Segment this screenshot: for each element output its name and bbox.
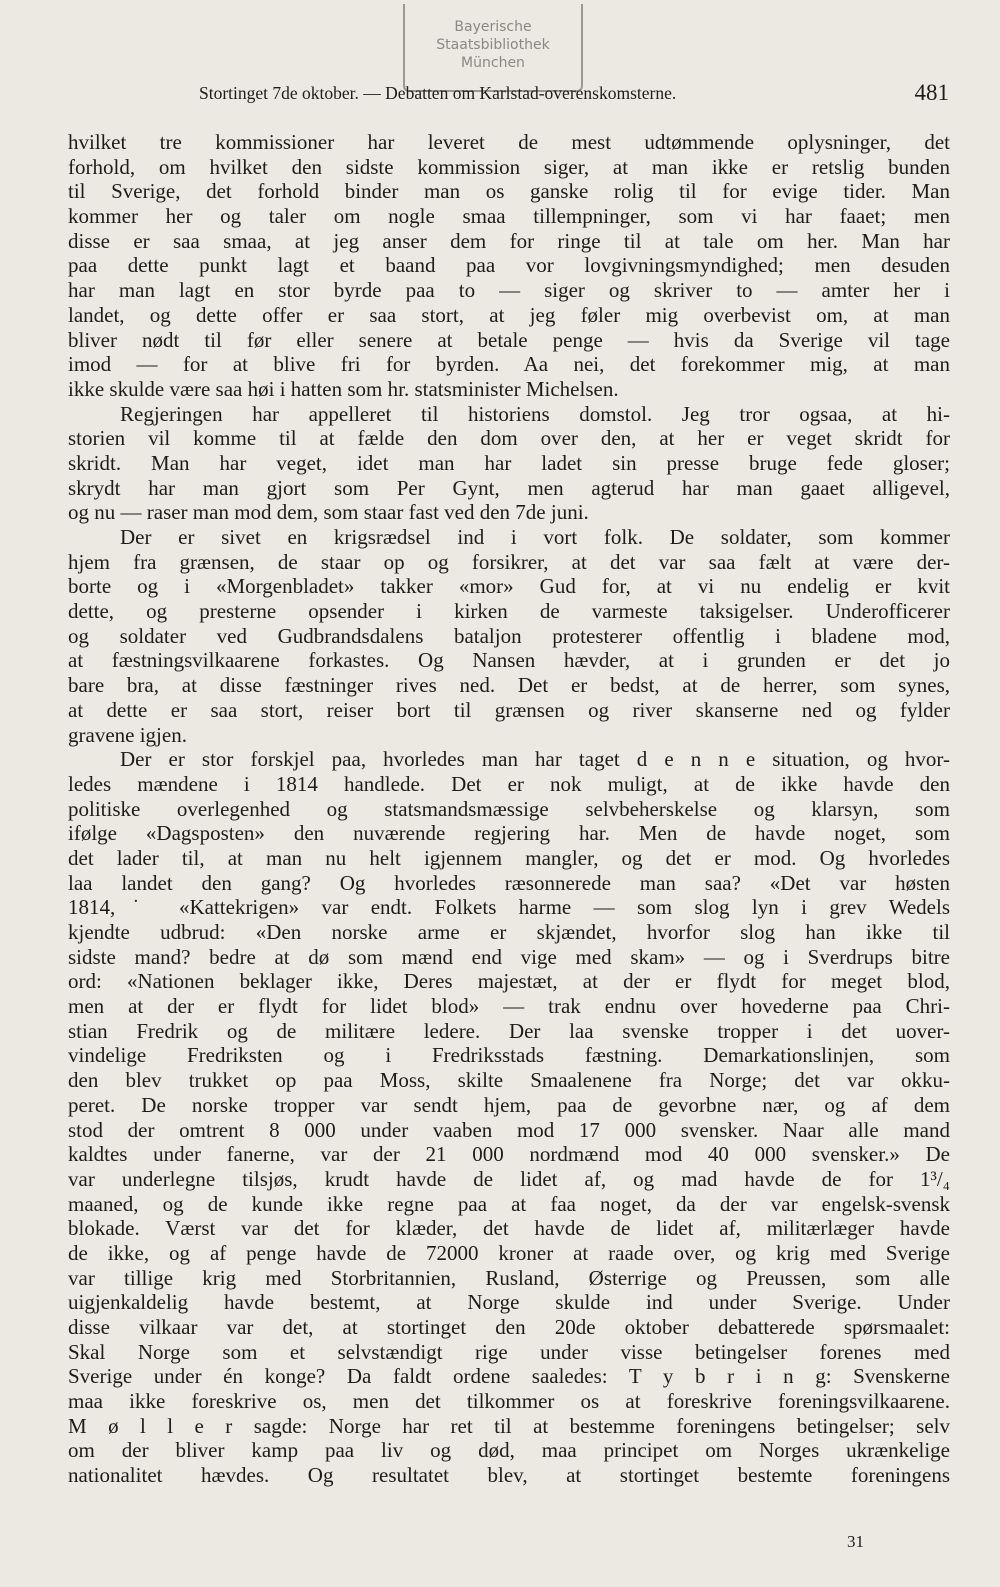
text-line: landet, og dette offer er saa stort, at jeg føler mig overbevist om, at man xyxy=(68,302,950,327)
text-line: om der bliver kamp paa liv og død, maa principet om Norges ukrænkelige xyxy=(68,1438,950,1463)
text-line: ikke skulde være saa høi i hatten som hr. statsminister Michelsen. xyxy=(68,376,619,401)
text-line: Der er sivet en krigsrædsel ind i vort folk. De soldater, som kommer xyxy=(120,525,950,549)
text-line: var tillige krig med Storbritannien, Rusland, Østerrige og Preussen, som alle xyxy=(68,1265,950,1290)
body-text xyxy=(68,130,950,1488)
text-line: uigjenkaldelig havde bestemt, at Norge skulde ind under Sverige. Under xyxy=(68,1290,950,1315)
text-line: Skal Norge som et selvstændigt rige under visse betingelser forenes med xyxy=(68,1339,950,1364)
text-line: at dette er saa stort, reiser bort til grænsen og river skanserne ned og fylder xyxy=(68,697,950,722)
text-line: skrydt har man gjort som Per Gynt, men agterud har man gaaet alligevel, xyxy=(68,475,950,500)
text-line: storien vil komme til at fælde den dom over den, at her er veget skridt for xyxy=(68,426,950,451)
text-line: maa ikke foreskrive os, men det tilkommer os at foreskrive foreningsvilkaarene. xyxy=(68,1389,950,1414)
text-line: var underlegne tilsjøs, krudt havde de lidet af, og mad havde de for 1³/₄ xyxy=(68,1166,950,1191)
text-line: laa landet den gang? Og hvorledes ræsonnerede man saa? «Det var høsten xyxy=(68,870,950,895)
text-line: vindelige Fredriksten og i Fredriksstads fæstning. Demarkationslinjen, som xyxy=(68,1043,950,1068)
printer-signature: 31 xyxy=(847,1532,864,1551)
text-line: men at der er flydt for lidet blod» — trak endnu over hovederne paa Chri- xyxy=(68,994,950,1019)
text-line: forhold, om hvilket den sidste kommission siger, at man ikke er retslig bunden xyxy=(68,154,950,179)
stamp-line: Staatsbibliothek xyxy=(436,37,550,53)
text-line: disse er saa smaa, at jeg anser dem for ringe til at tale om her. Man har xyxy=(68,228,950,253)
text-line: sidste mand? bedre at dø som mænd end vige med skam» — og i Sverdrups bitre xyxy=(68,944,950,969)
text-line: maaned, og de kunde ikke regne paa at faa noget, da der var engelsk-svensk xyxy=(68,1191,950,1216)
text-line: hvilket tre kommissioner har leveret de mest udtømmende oplysninger, det xyxy=(68,130,950,154)
text-line: paa dette punkt lagt et baand paa vor lovgivningsmyndighed; men desuden xyxy=(68,253,950,278)
text-line: hjem fra grænsen, de staar op og forsikrer, at det var saa fælt at være der- xyxy=(68,549,950,574)
text-line: imod — for at blive fri for byrden. Aa nei, det forekommer mig, at man xyxy=(68,352,950,377)
text-line: bare bra, at disse fæstninger rives ned. Det er bedst, at de herrer, som synes, xyxy=(68,673,950,698)
text-line: og nu — raser man mod dem, som staar fast ved den 7de juni. xyxy=(68,500,589,525)
text-line: ord: «Nationen beklager ikke, Deres majestæt, at der er flydt for meget blod, xyxy=(68,969,950,994)
text-line: til Sverige, det forhold binder man os ganske rolig til for evige tider. Man xyxy=(68,179,950,204)
text-line: Regjeringen har appelleret til historiens domstol. Jeg tror ogsaa, at hi- xyxy=(120,401,950,426)
text-line: det lader til, at man nu helt igjennem mangler, og det er mod. Og hvorledes xyxy=(68,845,950,870)
text-line: peret. De norske tropper var sendt hjem, paa de gevorbne nær, og af dem xyxy=(68,1092,950,1117)
text-line: borte og i «Morgenbladet» takker «mor» Gud for, at vi nu endelig er kvit xyxy=(68,574,950,599)
text-line: stian Fredrik og de militære ledere. Der laa svenske tropper i det uover- xyxy=(68,1018,950,1043)
text-line: kjendte udbrud: «Den norske arme er skjændet, hvorfor slog han ikke til xyxy=(68,920,950,944)
text-line: ledes mændene i 1814 handlede. Det er nok muligt, at de ikke havde den xyxy=(68,771,950,796)
text-line: har man lagt en stor byrde paa to — siger og skriver to — amter her i xyxy=(68,278,950,303)
text-line: M ø l l e r sagde: Norge har ret til at bestemme foreningens betingelser; selv xyxy=(68,1413,950,1438)
text-line: dette, og presterne opsender i kirken de varmeste taksigelser. Underofficerer xyxy=(68,599,950,624)
text-line: disse vilkaar var det, at stortinget den 20de oktober debatterede spørsmaalet: xyxy=(68,1315,950,1339)
text-line: politiske overlegenhed og statsmandsmæssige selvbeherskelse og klarsyn, som xyxy=(68,796,950,821)
text-line: nationalitet hævdes. Og resultatet blev, at stortinget bestemte foreningens xyxy=(68,1463,950,1488)
stamp-line: Bayerische xyxy=(454,19,532,35)
running-head: Stortinget 7de oktober. — Debatten om Karlstad-overenskomsterne. xyxy=(199,83,677,103)
text-line: Sverige under én konge? Da faldt ordene saaledes: T y b r i n g: Svenskerne xyxy=(68,1364,950,1389)
library-stamp xyxy=(403,4,583,92)
text-line: at fæstningsvilkaarene forkastes. Og Nansen hævder, at i grunden er det jo xyxy=(68,648,950,673)
page-number: 481 xyxy=(914,80,949,105)
text-line: kommer her og taler om nogle smaa tillempninger, som vi har faaet; men xyxy=(68,204,950,229)
text-line: skridt. Man har veget, idet man har ladet sin presse bruge fede gloser; xyxy=(68,450,950,475)
stamp-line: München xyxy=(461,55,525,71)
text-line: Der er stor forskjel paa, hvorledes man har taget d e n n e situation, og hvor- xyxy=(120,747,950,772)
text-line: den blev trukket op paa Moss, skilte Smaalenene fra Norge; det var okku- xyxy=(68,1068,950,1093)
text-line: ifølge «Dagsposten» den nuværende regjering har. Men de havde noget, som xyxy=(68,821,950,846)
text-line: gravene igjen. xyxy=(68,722,187,747)
page-header xyxy=(199,80,959,106)
text-line: stod der omtrent 8 000 under vaaben mod 17 000 svensker. Naar alle mand xyxy=(68,1117,950,1142)
text-line: blokade. Værst var det for klæder, det havde de lidet af, militærlæger havde xyxy=(68,1216,950,1241)
text-line: kaldtes under fanerne, var der 21 000 nordmænd mod 40 000 svensker.» De xyxy=(68,1142,950,1167)
text-line: bliver nødt til før eller senere at betale penge — hvis da Sverige vil tage xyxy=(68,327,950,352)
text-line: 1814,˙ «Kattekrigen» var endt. Folkets harme — som slog lyn i grev Wedels xyxy=(68,895,950,920)
text-line: og soldater ved Gudbrandsdalens bataljon protesterer offentlig i bladene mod, xyxy=(68,623,950,648)
text-line: de ikke, og af penge havde de 72000 kroner at raade over, og krig med Sverige xyxy=(68,1240,950,1265)
